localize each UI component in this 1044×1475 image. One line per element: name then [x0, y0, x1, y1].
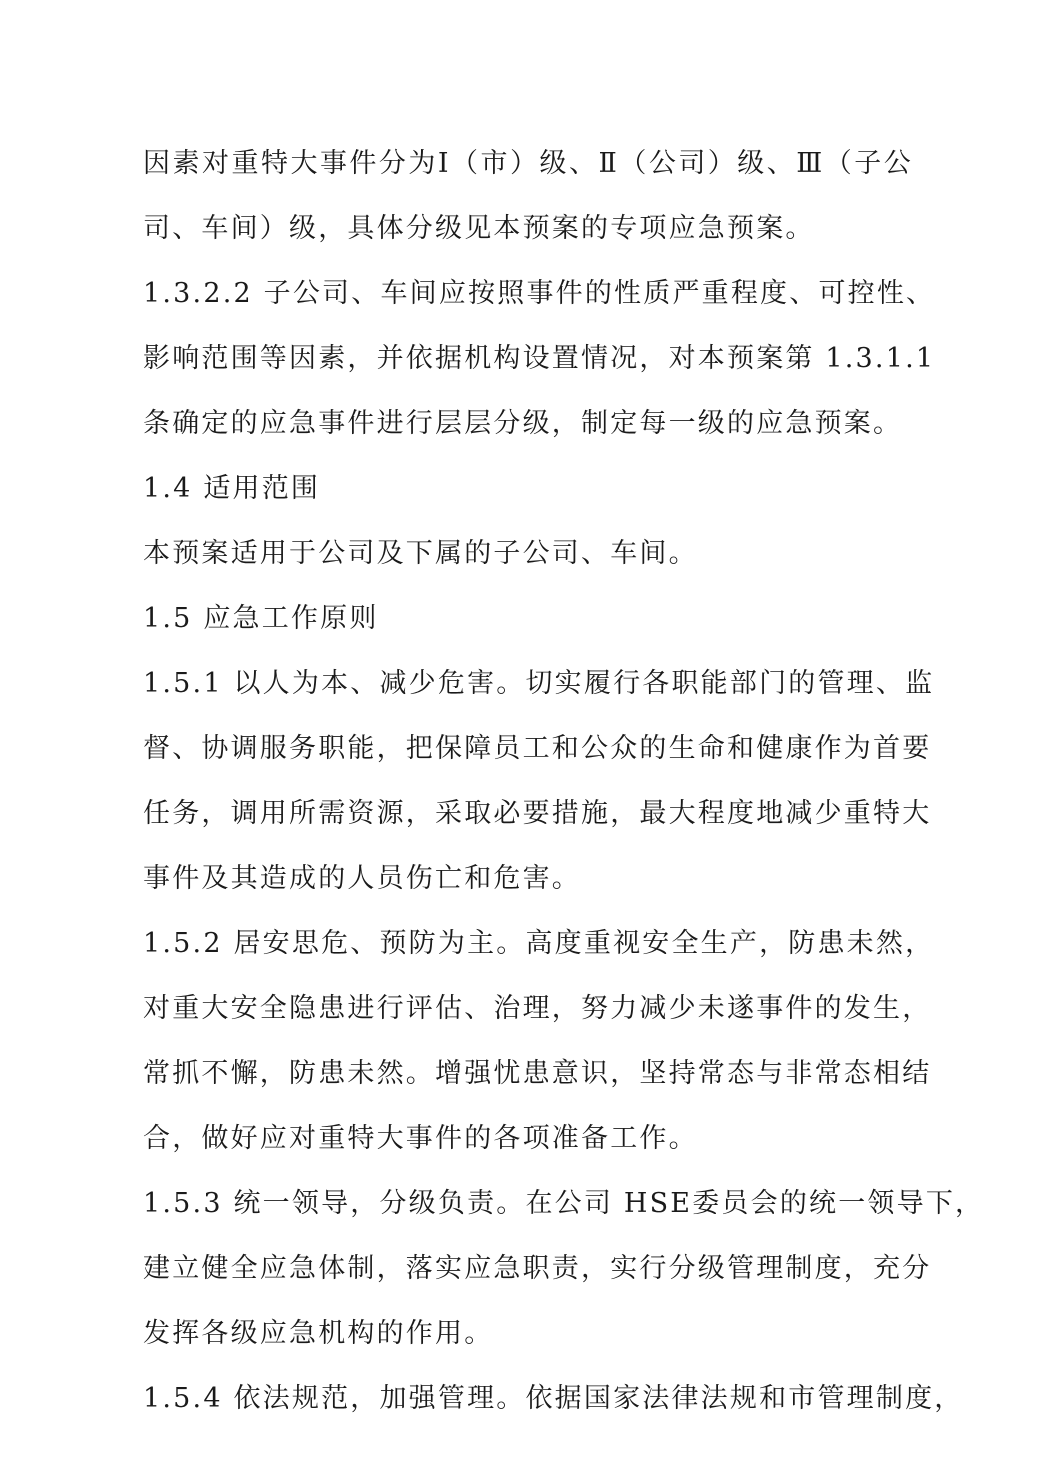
- text-line: 因素对重特大事件分为Ⅰ（市）级、Ⅱ（公司）级、Ⅲ（子公: [143, 148, 913, 179]
- text-line: 1.3.2.2 子公司、车间应按照事件的性质严重程度、可控性、: [143, 278, 936, 309]
- text-line: 常抓不懈，防患未然。增强忧患意识，坚持常态与非常态相结: [143, 1058, 932, 1089]
- text-line: 事件及其造成的人员伤亡和危害。: [143, 863, 581, 894]
- text-line: 1.5.4 依法规范，加强管理。依据国家法律法规和市管理制度，: [143, 1383, 964, 1414]
- text-line: 发挥各级应急机构的作用。: [143, 1318, 494, 1349]
- section-heading: 1.4 适用范围: [143, 473, 321, 504]
- text-line: 1.5.2 居安思危、预防为主。高度重视安全生产，防患未然，: [143, 928, 935, 959]
- text-line: 1.5.3 统一领导，分级负责。在公司 HSE委员会的统一领导下，: [143, 1188, 985, 1219]
- text-line: 影响范围等因素，并依据机构设置情况，对本预案第 1.3.1.1: [143, 343, 936, 374]
- text-line: 合，做好应对重特大事件的各项准备工作。: [143, 1123, 698, 1154]
- section-heading: 1.5 应急工作原则: [143, 603, 379, 634]
- text-line: 建立健全应急体制，落实应急职责，实行分级管理制度，充分: [143, 1253, 932, 1284]
- text-line: 本预案适用于公司及下属的子公司、车间。: [143, 538, 698, 569]
- text-line: 督、协调服务职能，把保障员工和公众的生命和健康作为首要: [143, 733, 932, 764]
- text-line: 对重大安全隐患进行评估、治理，努力减少未遂事件的发生，: [143, 993, 932, 1024]
- text-line: 司、车间）级，具体分级见本预案的专项应急预案。: [143, 213, 815, 244]
- text-line: 任务，调用所需资源，采取必要措施，最大程度地减少重特大: [143, 798, 932, 829]
- text-line: 条确定的应急事件进行层层分级，制定每一级的应急预案。: [143, 408, 903, 439]
- text-line: 1.5.1 以人为本、减少危害。切实履行各职能部门的管理、监: [143, 668, 935, 699]
